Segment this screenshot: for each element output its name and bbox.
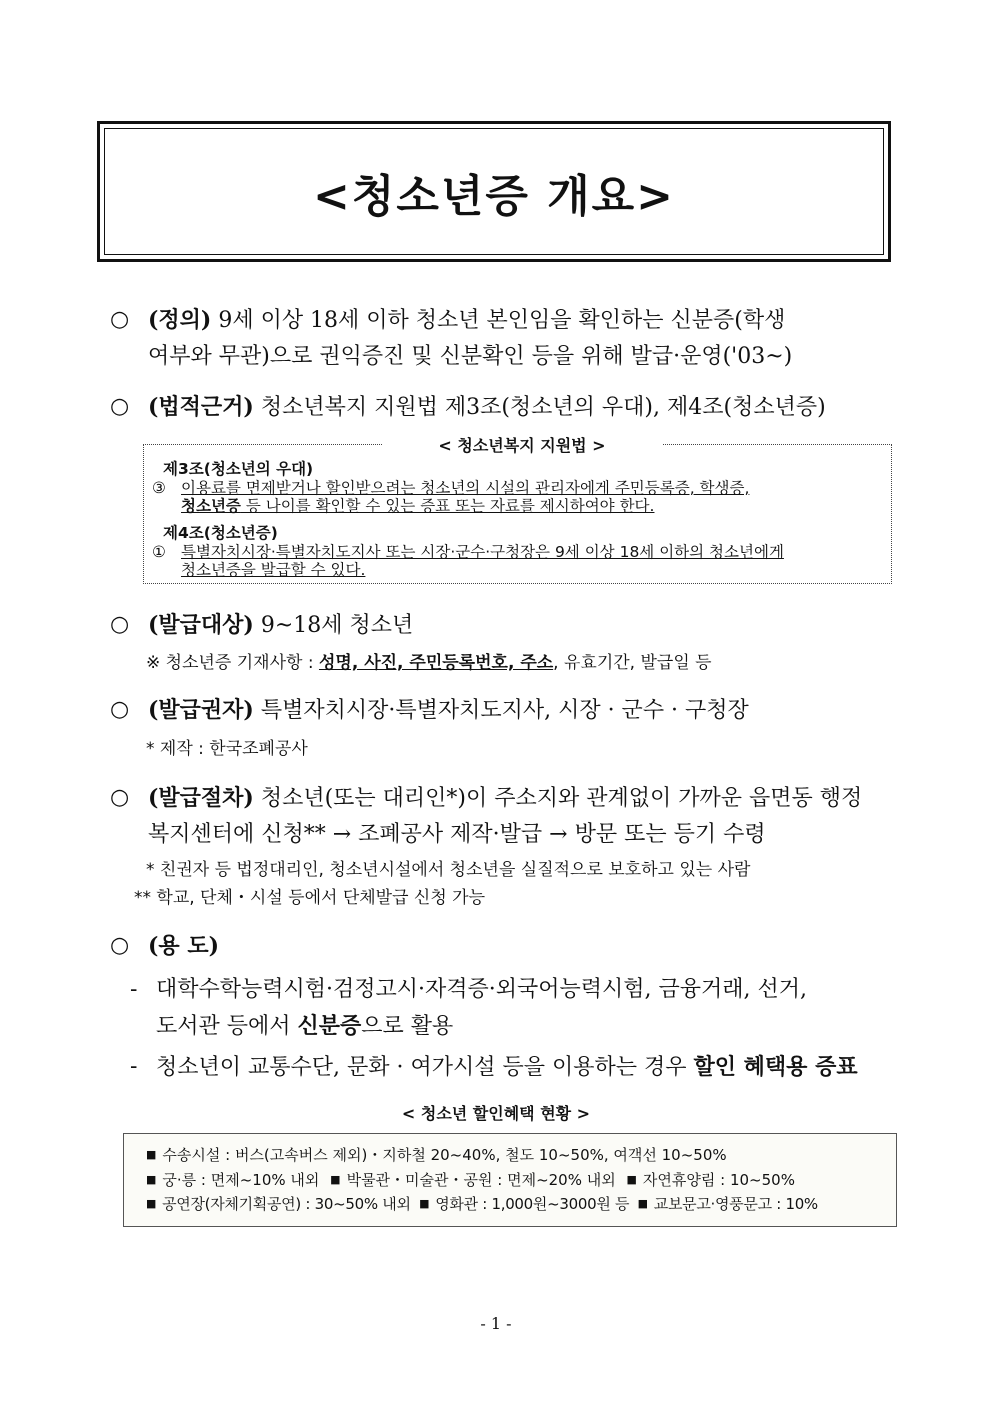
title-box: [97, 121, 891, 262]
target-note-bold: 성명, 사진, 주민등록번호, 주소: [318, 653, 554, 673]
usage-item1: [130, 972, 896, 1045]
authority-section: [110, 692, 896, 729]
article3-heading: 제3조(청소년의 우대): [163, 460, 314, 478]
discount-line1: [146, 1144, 727, 1168]
article4-line2-text: 청소년증을 발급할 수 있다.: [181, 561, 366, 579]
discount-cinemas: 영화관 : 1,000원~3000원 등: [435, 1195, 630, 1213]
page-number: - 1 -: [480, 1314, 512, 1333]
discount-palaces: 궁·릉 : 면제~10% 내외: [162, 1171, 320, 1189]
usage-item1-line2b: 으로 활용: [361, 1014, 454, 1039]
discount-forests: 자연휴양림 : 10~50%: [642, 1171, 795, 1189]
procedure-line2: 복지센터에 신청** → 조폐공사 제작·발급 → 방문 또는 등기 수령: [148, 822, 766, 847]
definition-label: (정의): [148, 307, 212, 333]
square-bullet: ■: [146, 1173, 157, 1186]
authority-note: * 제작 : 한국조폐공사: [146, 739, 308, 759]
target-note: [146, 650, 712, 676]
article4-line1-text: 특별자치시장·특별자치도지사 또는 시장·군수·구청장은 9세 이상 18세 이하의 청소년에게: [181, 543, 784, 561]
article3-line2-rest: 등 나이를 확인할 수 있는 증표 또는 자료를 제시하여야 한다.: [240, 497, 655, 515]
definition-text: [148, 302, 896, 375]
bullet: ○: [110, 394, 130, 419]
discount-line2: [146, 1169, 795, 1193]
legal-section: [110, 389, 896, 426]
procedure-label: (발급절차): [148, 785, 254, 811]
square-bullet: ■: [637, 1197, 648, 1210]
target-note-prefix: ※ 청소년증 기재사항 :: [146, 653, 319, 673]
definition-line2: 여부와 무관)으로 권익증진 및 신분확인 등을 위해 발급·운영('03~): [148, 344, 793, 369]
target-text: [148, 607, 896, 644]
article4-line1: [181, 543, 784, 562]
usage-item1-text: [156, 972, 896, 1045]
square-bullet: ■: [330, 1173, 341, 1186]
discount-bookstores: 교보문고·영풍문고 : 10%: [653, 1195, 818, 1213]
discount-museums: 박물관・미술관・공원 : 면제~20% 내외: [346, 1171, 616, 1189]
bullet: ○: [110, 933, 130, 958]
usage-item1-line2a: 도서관 등에서: [156, 1014, 298, 1039]
authority-label: (발급권자): [148, 697, 254, 723]
article4-line2: [181, 561, 365, 580]
usage-item1-bold: 신분증: [297, 1013, 362, 1039]
article3-bold: 청소년증: [181, 497, 241, 515]
discount-line3: [146, 1193, 818, 1217]
bullet: ○: [110, 697, 130, 722]
article3-line1: [181, 479, 887, 498]
usage-section: [110, 928, 896, 965]
dash: -: [130, 977, 138, 1002]
procedure-text: [148, 780, 896, 853]
usage-item2-a: 청소년이 교통수단, 문화 · 여가시설 등을 이용하는 경우: [156, 1055, 694, 1080]
usage-item2-bold: 할인 혜택용 증표: [693, 1054, 858, 1080]
law-box-title: < 청소년복지 지원법 >: [382, 433, 662, 456]
square-bullet: ■: [626, 1173, 637, 1186]
discount-box: [123, 1133, 897, 1227]
bullet: ○: [110, 785, 130, 810]
article4-mark: ①: [152, 543, 166, 561]
article3-mark: ③: [152, 479, 166, 497]
article3-line2: [181, 497, 654, 516]
square-bullet: ■: [419, 1197, 430, 1210]
target-body: 9~18세 청소년: [253, 613, 414, 638]
target-section: [110, 607, 896, 644]
authority-text: [148, 692, 896, 729]
procedure-note1: * 친권자 등 법정대리인, 청소년시설에서 청소년을 실질적으로 보호하고 있는 사람: [146, 860, 751, 880]
article4-heading: 제4조(청소년증): [163, 524, 278, 542]
authority-body: 특별자치시장·특별자치도지사, 시장 · 군수 · 구청장: [253, 698, 749, 723]
definition-line1: 9세 이상 18세 이하 청소년 본인임을 확인하는 신분증(학생: [211, 308, 786, 333]
usage-label: (용 도): [148, 933, 219, 959]
bullet: ○: [110, 307, 130, 332]
page-title: <청소년증 개요>: [312, 170, 676, 222]
article3-line1-text: 이용료를 면제받거나 할인받으려는 청소년의 시설의 관리자에게 주민등록증, 학생증,: [181, 479, 750, 497]
target-note-rest: , 유효기간, 발급일 등: [553, 653, 712, 673]
usage-item2-text: [156, 1049, 896, 1086]
legal-body: 청소년복지 지원법 제3조(청소년의 우대), 제4조(청소년증): [253, 395, 826, 420]
square-bullet: ■: [146, 1148, 157, 1161]
title-inner-border: [104, 128, 884, 255]
legal-text: [148, 389, 896, 426]
usage-item2: [130, 1049, 896, 1086]
discount-transport: 수송시설 : 버스(고속버스 제외)・지하철 20~40%, 철도 10~50%, 여객선 10~50%: [162, 1146, 727, 1164]
procedure-line1: 청소년(또는 대리인*)이 주소지와 관계없이 가까운 읍면동 행정: [253, 786, 863, 811]
dash: -: [130, 1054, 138, 1079]
discount-title: < 청소년 할인혜택 현황 >: [401, 1104, 591, 1123]
square-bullet: ■: [146, 1197, 157, 1210]
procedure-section: [110, 780, 896, 853]
discount-theaters: 공연장(자체기획공연) : 30~50% 내외: [162, 1195, 411, 1213]
target-label: (발급대상): [148, 612, 254, 638]
legal-label: (법적근거): [148, 394, 254, 420]
procedure-note2: ** 학교, 단체・시설 등에서 단체발급 신청 가능: [134, 888, 486, 908]
usage-item1-line1: 대학수학능력시험·검정고시·자격증·외국어능력시험, 금융거래, 선거,: [156, 977, 808, 1002]
usage-label-wrap: [148, 928, 896, 965]
definition-section: [110, 302, 896, 375]
bullet: ○: [110, 612, 130, 637]
